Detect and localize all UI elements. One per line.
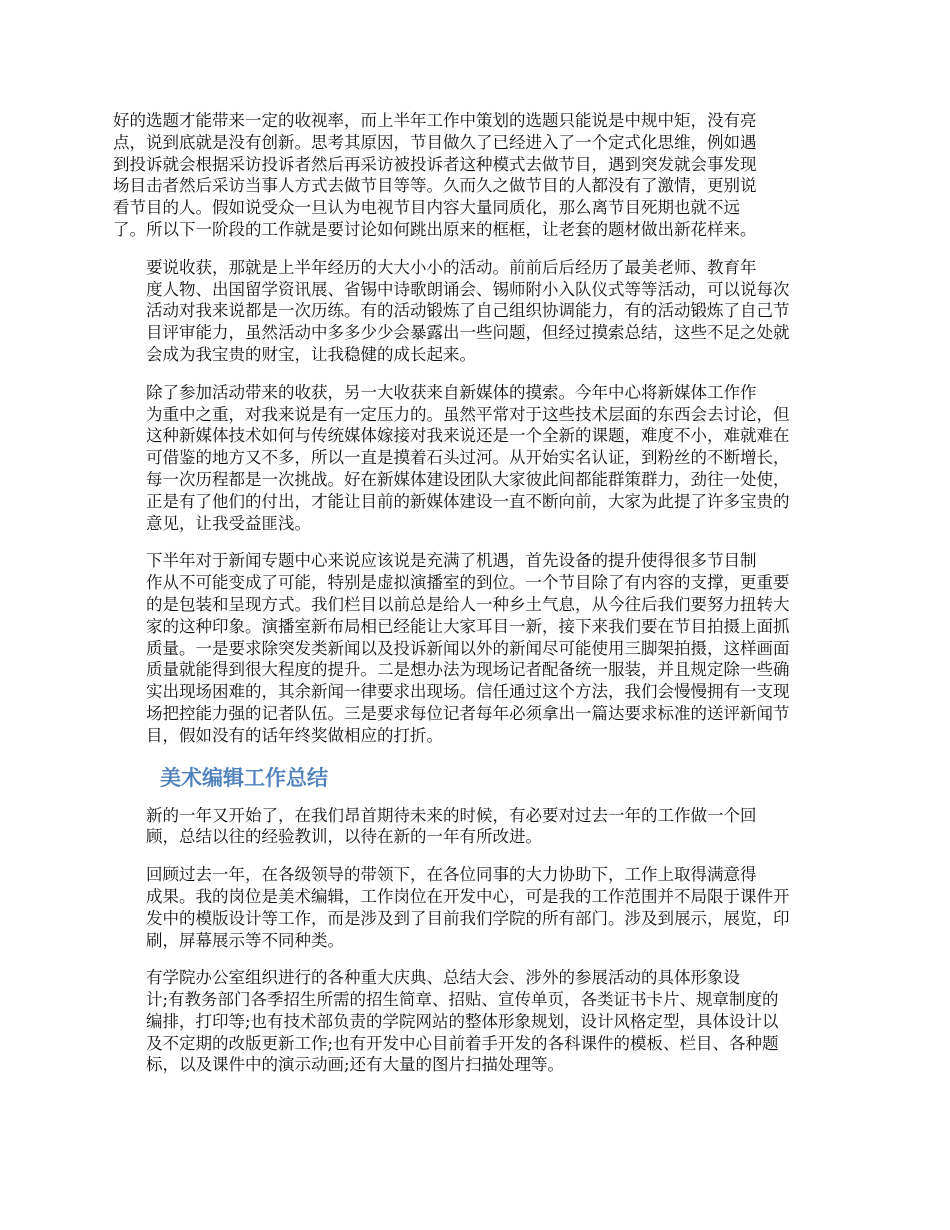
text-line: 目评审能力，虽然活动中多多少少会暴露出一些问题，但经过摸索总结，这些不足之处就 (146, 323, 790, 343)
text-line: 了。所以下一阶段的工作就是要讨论如何跳出原来的框框，让老套的题材做出新花样来。 (113, 219, 757, 239)
paragraph (113, 110, 839, 241)
text-line: 回顾过去一年，在各级领导的带领下，在各位同事的大力协助下，工作上取得满意得 (146, 865, 757, 885)
text-line: 标，以及课件中的演示动画;还有大量的图片扫描处理等。 (146, 1055, 565, 1075)
text-line: 意见，让我受益匪浅。 (146, 513, 311, 533)
text-line: 好的选题才能带来一定的收视率，而上半年工作中策划的选题只能说是中规中矩，没有亮 (113, 111, 757, 130)
text-line: 顾，总结以往的经验教训，以待在新的一年有所改进。 (146, 827, 542, 847)
text-line: 这种新媒体技术如何与传统媒体嫁接对我来说还是一个全新的课题，难度不小，难就难在 (146, 426, 790, 446)
paragraph (113, 382, 839, 535)
text-line: 活动对我来说都是一次历练。有的活动锻炼了自己组织协调能力，有的活动锻炼了自己节 (146, 301, 790, 321)
document-page (113, 110, 839, 1092)
text-line: 除了参加活动带来的收获，另一大收获来自新媒体的摸索。今年中心将新媒体工作作 (146, 382, 757, 402)
paragraph (113, 864, 839, 951)
text-line: 目，假如没有的话年终奖做相应的打折。 (146, 725, 443, 745)
text-line: 刷，屏幕展示等不同种类。 (146, 930, 344, 950)
text-line: 看节目的人。假如说受众一旦认为电视节目内容大量同质化，那么离节目死期也就不远 (113, 198, 740, 218)
text-line: 质量。一是要求除突发类新闻以及投诉新闻以外的新闻尽可能使用三脚架拍摄，这样画面 (146, 638, 790, 658)
text-line: 编排，打印等;也有技术部负责的学院网站的整体形象规划，设计风格定型，具体设计以 (146, 1011, 779, 1031)
paragraph (113, 805, 839, 849)
text-line: 实出现场困难的，其余新闻一律要求出现场。信任通过这个方法，我们会慢慢拥有一支现 (146, 682, 790, 702)
text-line: 新的一年又开始了，在我们昂首期待未来的时候，有必要对过去一年的工作做一个回 (146, 805, 757, 825)
text-line: 计;有教务部门各季招生所需的招生简章、招贴、宣传单页，各类证书卡片、规章制度的 (146, 990, 779, 1010)
text-line: 质量就能得到很大程度的提升。二是想办法为现场记者配备统一服装，并且规定除一些确 (146, 660, 790, 680)
text-line: 为重中之重，对我来说是有一定压力的。虽然平常对于这些技术层面的东西会去讨论，但 (146, 404, 790, 424)
text-line: 会成为我宝贵的财宝，让我稳健的成长起来。 (146, 344, 476, 364)
text-line: 每一次历程都是一次挑战。好在新媒体建设团队大家彼此间都能群策群力，劲往一处使， (146, 469, 790, 489)
text-line: 正是有了他们的付出，才能让目前的新媒体建设一直不断向前，大家为此提了许多宝贵的 (146, 491, 790, 511)
text-line: 有学院办公室组织进行的各种重大庆典、总结大会、涉外的参展活动的具体形象设 (146, 968, 740, 988)
text-line: 家的这种印象。演播室新布局相已经能让大家耳目一新，接下来我们要在节目拍摄上面抓 (146, 616, 790, 636)
paragraph (113, 257, 839, 366)
text-line: 到投诉就会根据采访投诉者然后再采访被投诉者这种模式去做节目，遇到突发就会事发现 (113, 154, 757, 174)
text-line: 可借鉴的地方又不多，所以一直是摸着石头过河。从开始实名认证，到粉丝的不断增长， (146, 448, 790, 468)
text-line: 场目击者然后采访当事人方式去做节目等等。久而久之做节目的人都没有了激情，更别说 (113, 176, 757, 196)
section-heading: 美术编辑工作总结 (160, 765, 328, 790)
text-line: 度人物、出国留学资讯展、省锡中诗歌朗诵会、锡师附小入队仪式等等活动，可以说每次 (146, 279, 790, 299)
section-work-summary (113, 110, 839, 747)
text-line: 场把控能力强的记者队伍。三是要求每位记者每年必须拿出一篇达要求标准的送评新闻节 (146, 703, 790, 723)
text-line: 要说收获，那就是上半年经历的大大小小的活动。前前后后经历了最美老师、教育年 (146, 257, 757, 277)
section-art-editor-summary (113, 805, 839, 1077)
paragraph (113, 967, 839, 1076)
text-line: 发中的模版设计等工作，而是涉及到了目前我们学院的所有部门。涉及到展示，展览，印 (146, 908, 790, 928)
text-line: 及不定期的改版更新工作;也有开发中心目前着手开发的各科课件的模板、栏目、各种题 (146, 1033, 779, 1053)
text-line: 成果。我的岗位是美术编辑，工作岗位在开发中心，可是我的工作范围并不局限于课件开 (146, 886, 790, 906)
text-line: 点，说到底就是没有创新。思考其原因，节目做久了已经进入了一个定式化思维，例如遇 (113, 132, 757, 152)
text-line: 下半年对于新闻专题中心来说应该说是充满了机遇，首先设备的提升使得很多节目制 (146, 551, 757, 571)
paragraph (113, 550, 839, 746)
text-line: 作从不可能变成了可能，特别是虚拟演播室的到位。一个节目除了有内容的支撑，更重要 (146, 573, 790, 593)
text-line: 的是包装和呈现方式。我们栏目以前总是给人一种乡土气息，从今往后我们要努力扭转大 (146, 594, 790, 614)
